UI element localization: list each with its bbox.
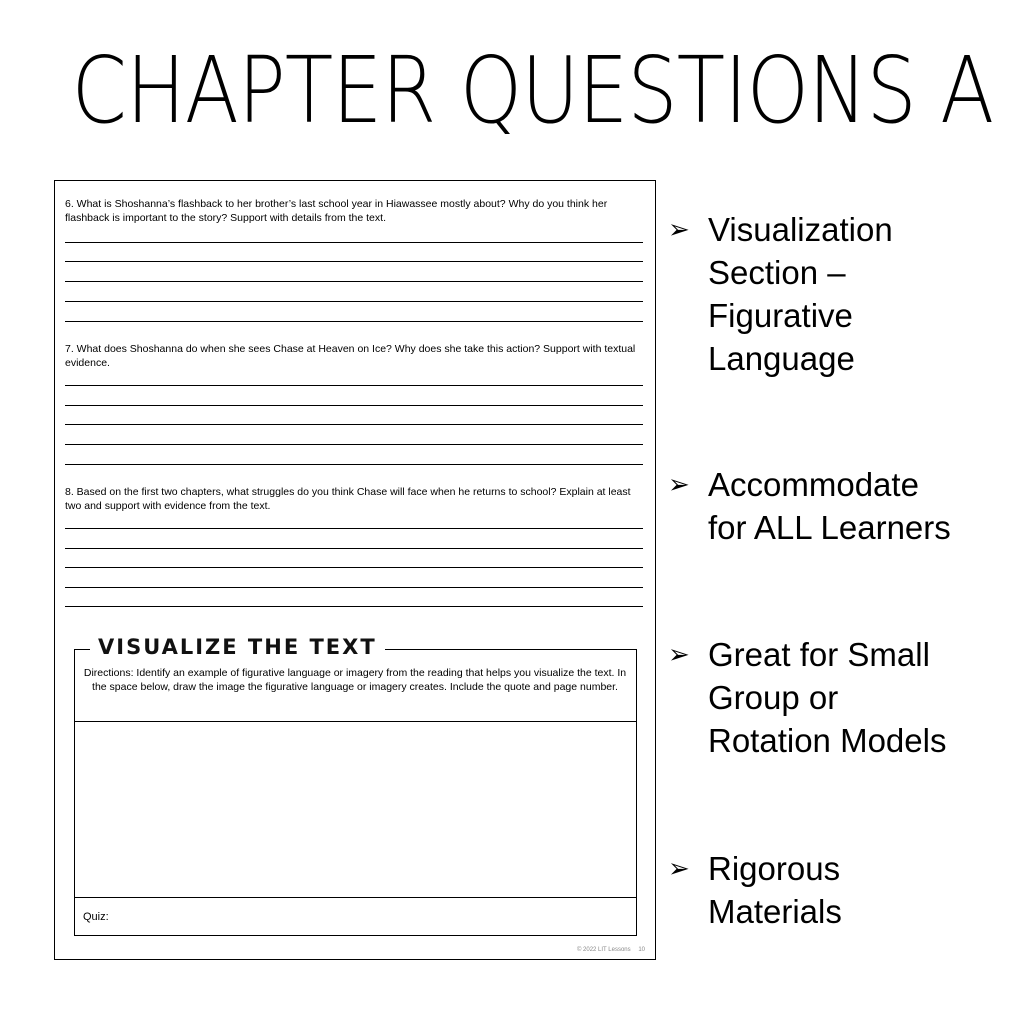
arrow-bullet-icon: ➢ bbox=[668, 853, 690, 883]
worksheet-page bbox=[54, 180, 656, 960]
question-text: 6. What is Shoshanna’s flashback to her brother’s last school year in Hiawassee mostly about? Why do you think her flashback is important to the story? Support with details from the text. bbox=[65, 198, 608, 224]
feature-bullet-small-group bbox=[668, 633, 998, 762]
visualize-directions: Directions: Identify an example of figurative language or imagery from the reading that helps you visualize the text. In the space below, draw the image the figurative language or imagery creates. Include the quote and page number. bbox=[83, 667, 627, 693]
question-7 bbox=[65, 342, 645, 370]
divider bbox=[75, 897, 636, 898]
question-8 bbox=[65, 485, 645, 513]
answer-line[interactable] bbox=[65, 261, 643, 262]
answer-line[interactable] bbox=[65, 281, 643, 282]
answer-line[interactable] bbox=[65, 321, 643, 322]
answer-line[interactable] bbox=[65, 405, 643, 406]
visualize-title: VISUALIZE THE TEXT bbox=[90, 634, 385, 660]
answer-line[interactable] bbox=[65, 464, 643, 465]
bullet-line: for ALL Learners bbox=[708, 509, 951, 546]
answer-line[interactable] bbox=[65, 548, 643, 549]
bullet-line: Materials bbox=[708, 893, 842, 930]
answer-line[interactable] bbox=[65, 301, 643, 302]
bullet-line: Accommodate bbox=[708, 466, 919, 503]
answer-line[interactable] bbox=[65, 424, 643, 425]
copyright-text: © 2022 LIT Lessons bbox=[576, 947, 631, 953]
answer-line[interactable] bbox=[65, 587, 643, 588]
page-title: CHAPTER QUESTIONS A bbox=[71, 37, 994, 144]
bullet-line: Figurative bbox=[708, 297, 853, 334]
page-number: 10 bbox=[638, 947, 645, 953]
drawing-area[interactable] bbox=[75, 722, 636, 897]
question-text: 8. Based on the first two chapters, what struggles do you think Chase will face when he returns to school? Explain at least two and support with evidence from the text. bbox=[65, 486, 631, 512]
arrow-bullet-icon: ➢ bbox=[668, 214, 690, 244]
arrow-bullet-icon: ➢ bbox=[668, 639, 690, 669]
question-text: 7. What does Shoshanna do when she sees Chase at Heaven on Ice? Why does she take this action? Support with textual evidence. bbox=[65, 343, 636, 369]
answer-line[interactable] bbox=[65, 242, 643, 243]
bullet-line: Visualization bbox=[708, 211, 893, 248]
bullet-line: Rigorous bbox=[708, 850, 841, 887]
feature-bullet-visualization bbox=[668, 208, 998, 380]
quiz-label: Quiz: bbox=[83, 911, 109, 923]
feature-bullet-rigorous bbox=[668, 847, 998, 933]
page-footer bbox=[571, 947, 645, 953]
answer-line[interactable] bbox=[65, 606, 643, 607]
question-6 bbox=[65, 197, 645, 225]
bullet-line: Group or bbox=[708, 679, 839, 716]
arrow-bullet-icon: ➢ bbox=[668, 469, 690, 499]
bullet-line: Rotation Models bbox=[708, 722, 947, 759]
answer-line[interactable] bbox=[65, 567, 643, 568]
bullet-line: Great for Small bbox=[708, 636, 930, 673]
answer-line[interactable] bbox=[65, 528, 643, 529]
bullet-line: Section – bbox=[708, 254, 846, 291]
bullet-line: Language bbox=[708, 340, 855, 377]
feature-bullet-accommodate bbox=[668, 463, 998, 549]
answer-line[interactable] bbox=[65, 444, 643, 445]
visualize-the-text-box bbox=[74, 635, 637, 936]
answer-line[interactable] bbox=[65, 385, 643, 386]
